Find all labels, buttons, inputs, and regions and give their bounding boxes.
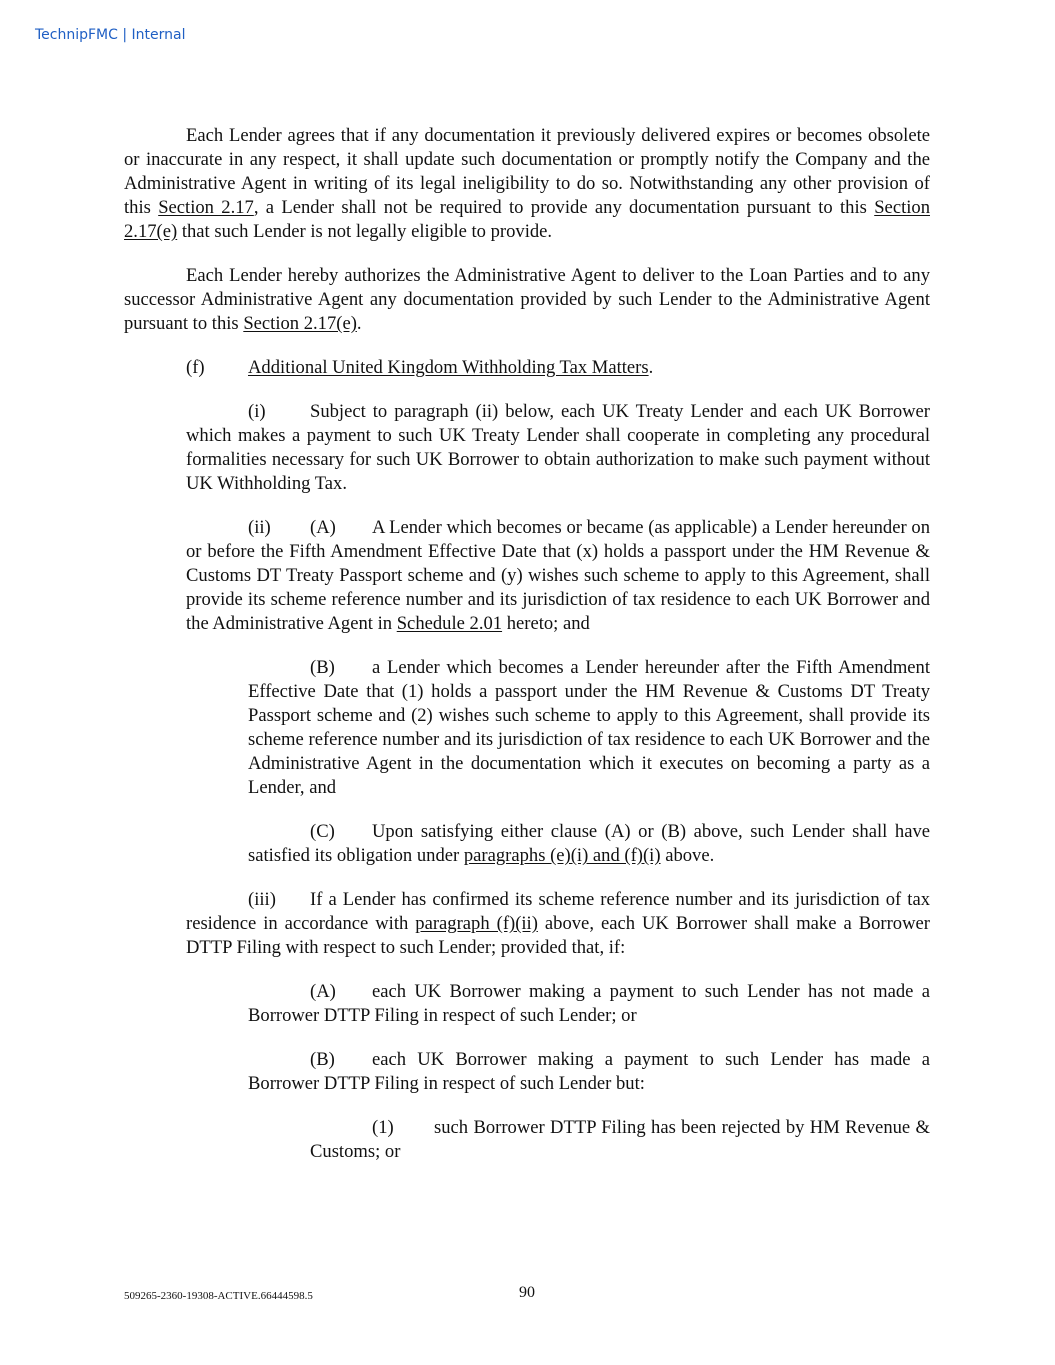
text-run: Subject to paragraph (ii) below, each UK Treaty Lender and each UK Borrower which makes a payment to such UK Treaty Lender shall cooperate in completing any procedural formalities necessary for such UK Borrower to obtain authorization to make such payment without UK Withholding Tax. xyxy=(186,401,930,494)
text-run: , a Lender shall not be required to provide any documentation pursuant to this xyxy=(253,197,875,218)
enumeration-label: (B) xyxy=(310,1049,335,1070)
text-run: above, each UK Borrower shall make a Borrower DTTP Filing with respect to such Lender; provided that, if: xyxy=(186,913,930,958)
enumeration-label: (f) xyxy=(186,357,205,378)
text-run: A Lender which becomes or became (as applicable) a Lender hereunder on or before the Fifth Amendment Effective Date that (x) holds a passport under the HM Revenue & Customs DT Treaty Passport scheme and (y) wishes such scheme to apply to this Agreement, shall provide its scheme reference number and its jurisdiction of tax residence to each UK Borrower and the Administrative Agent in xyxy=(186,517,930,634)
text-run: . xyxy=(356,313,362,334)
cross-reference: Section 2.17(e) xyxy=(124,197,930,242)
text-run: . xyxy=(648,357,654,378)
classification-label: TechnipFMC | Internal xyxy=(35,27,186,43)
paragraph-lender-authorization xyxy=(124,264,930,336)
enumeration-label: (i) xyxy=(248,401,266,422)
text-run: above. xyxy=(660,845,715,866)
paragraph-lender-documentation-update xyxy=(124,124,930,244)
text-run: that such Lender is not legally eligible to provide. xyxy=(177,221,553,242)
text-run: If a Lender has confirmed its scheme reference number and its jurisdiction of tax residence in accordance with xyxy=(186,889,930,934)
paragraph-f-ii-c xyxy=(248,820,930,868)
text-run: such Borrower DTTP Filing has been rejected by HM Revenue & Customs; or xyxy=(310,1117,930,1162)
text-run: Each Lender agrees that if any documentation it previously delivered expires or becomes obsolete or inaccurate in any respect, it shall update such documentation or promptly notify the Company and the Administrative Agent in writing of its legal ineligibility to do so. Notwithstanding any other provision of this xyxy=(124,125,930,218)
cross-reference: Section 2.17(e) xyxy=(243,313,357,334)
cross-reference: Schedule 2.01 xyxy=(396,613,503,634)
cross-reference: Additional United Kingdom Withholding Tax Matters xyxy=(248,357,649,378)
paragraph-f-ii-a xyxy=(186,516,930,636)
enumeration-label: (1) xyxy=(372,1117,394,1138)
paragraph-f-iii-b-1 xyxy=(310,1116,930,1164)
text-run: Each Lender hereby authorizes the Administrative Agent to deliver to the Loan Parties and to any successor Administrative Agent any documentation provided by such Lender to the Administrative Agent pursuant to this xyxy=(124,265,930,334)
page-number: 90 xyxy=(519,1284,535,1301)
text-run: Upon satisfying either clause (A) or (B) above, such Lender shall have satisfied its obligation under xyxy=(248,821,930,866)
paragraph-f-iii xyxy=(186,888,930,960)
enumeration-label: (C) xyxy=(310,821,335,842)
text-run: each UK Borrower making a payment to such Lender has not made a Borrower DTTP Filing in respect of such Lender; or xyxy=(248,981,930,1026)
document-body xyxy=(124,124,930,1184)
enumeration-label: (iii) xyxy=(248,889,276,910)
enumeration-label: (ii) xyxy=(248,517,271,538)
heading-section-f xyxy=(124,356,930,380)
text-run: hereto; and xyxy=(502,613,590,634)
paragraph-f-iii-b xyxy=(248,1048,930,1096)
enumeration-label: (A) xyxy=(310,981,336,1002)
paragraph-f-i xyxy=(186,400,930,496)
enumeration-label: (B) xyxy=(310,657,335,678)
paragraph-f-ii-b xyxy=(248,656,930,800)
cross-reference: paragraph (f)(ii) xyxy=(415,913,538,934)
text-run: each UK Borrower making a payment to such Lender has made a Borrower DTTP Filing in respect of such Lender but: xyxy=(248,1049,930,1094)
cross-reference: Section 2.17 xyxy=(158,197,254,218)
paragraph-f-iii-a xyxy=(248,980,930,1028)
cross-reference: paragraphs (e)(i) and (f)(i) xyxy=(463,845,661,866)
enumeration-label: (A) xyxy=(310,517,336,538)
text-run: a Lender which becomes a Lender hereunder after the Fifth Amendment Effective Date that (1) holds a passport under the HM Revenue & Customs DT Treaty Passport scheme and (2) wishes such scheme to apply to this Agreement, shall provide its scheme reference number and its jurisdiction of tax residence to each UK Borrower and the Administrative Agent in the documentation which it executes on becoming a party as a Lender, and xyxy=(248,657,930,798)
footer-document-id: 509265-2360-19308-ACTIVE.66444598.5 xyxy=(124,1290,313,1302)
